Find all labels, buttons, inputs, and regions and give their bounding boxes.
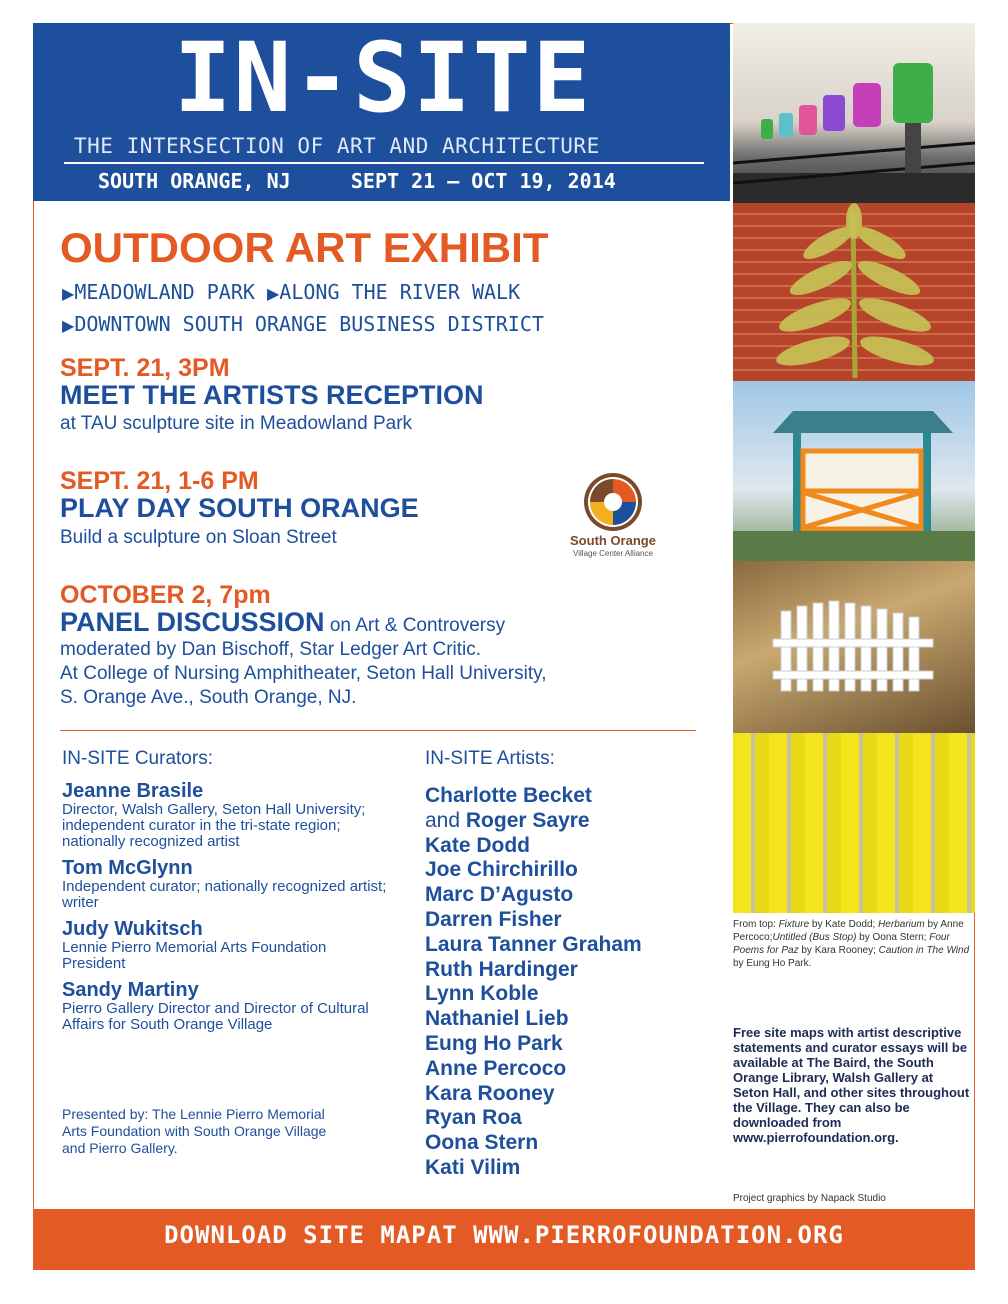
artist-item: Laura Tanner Graham <box>425 932 642 956</box>
south-orange-logo <box>548 471 678 563</box>
location-dates <box>98 169 616 193</box>
event-3-title-main: PANEL DISCUSSION <box>60 607 325 637</box>
curator-desc: Director, Walsh Gallery, Seton Hall University; independent curator in the tri-state region; nationally recognized artist <box>62 801 366 850</box>
event-2-date: SEPT. 21, 1-6 PM <box>60 467 259 495</box>
logo-tagline: Village Center Alliance <box>573 549 653 558</box>
header-divider <box>64 162 704 164</box>
event-3-title <box>60 607 505 638</box>
artists-heading: IN-SITE Artists: <box>425 748 555 769</box>
event-1-date: SEPT. 21, 3PM <box>60 354 230 382</box>
locations-line-2 <box>62 312 544 336</box>
photo-caption <box>733 918 973 970</box>
location-item: MEADOWLAND PARK <box>74 280 255 304</box>
artist-item: Nathaniel Lieb <box>425 1007 569 1031</box>
artist-item: Ruth Hardinger <box>425 957 578 981</box>
photo-caution-wind <box>733 733 975 913</box>
caption-text: by Kate Dodd; <box>809 919 879 930</box>
curator-name: Jeanne Brasile <box>62 780 204 802</box>
triangle-bullet-icon: ▶ <box>266 284 280 303</box>
curator-name: Tom McGlynn <box>62 857 193 879</box>
artist-item: Eung Ho Park <box>425 1031 563 1055</box>
caption-work: Fixture <box>778 919 810 930</box>
curator-name: Judy Wukitsch <box>62 918 203 940</box>
curators-list <box>62 781 392 1041</box>
event-3-desc-line: At College of Nursing Amphitheater, Seton Hall University, <box>60 663 547 684</box>
logo-name: South Orange <box>570 533 656 548</box>
fence-illustration <box>733 561 975 733</box>
event-1-desc: at TAU sculpture site in Meadowland Park <box>60 413 413 434</box>
curator-item <box>62 858 392 911</box>
event-1-title: MEET THE ARTISTS RECEPTION <box>60 380 484 410</box>
photo-herbarium <box>733 203 975 381</box>
event-3-desc <box>60 638 547 710</box>
artist-item: Lynn Koble <box>425 982 539 1006</box>
curator-item <box>62 980 392 1033</box>
event-2-title: PLAY DAY SOUTH ORANGE <box>60 493 419 523</box>
artist-item: Marc D’Agusto <box>425 883 574 907</box>
curator-item <box>62 919 392 972</box>
caption-work: Herbarium <box>878 919 925 930</box>
artist-item <box>425 809 725 834</box>
event-3-title-suffix: on Art & Controversy <box>324 615 506 636</box>
artist-item: Ryan Roa <box>425 1106 522 1130</box>
section-divider <box>60 730 696 731</box>
caption-text: From top: <box>733 919 779 930</box>
artist-item: Darren Fisher <box>425 907 562 931</box>
dates-text: SEPT 21 – OCT 19, 2014 <box>350 169 616 193</box>
poster-subtitle: THE INTERSECTION OF ART AND ARCHITECTURE <box>74 134 600 158</box>
leaf-illustration <box>733 203 975 381</box>
lamppost-illustration <box>733 23 975 203</box>
artist-item: Joe Chirchirillo <box>425 858 578 882</box>
artist-item: Oona Stern <box>425 1131 539 1155</box>
event-3-date: OCTOBER 2, 7pm <box>60 581 271 609</box>
artists-list <box>425 784 725 1181</box>
triangle-bullet-icon: ▶ <box>62 316 75 335</box>
caption-work: Untitled (Bus Stop) <box>772 932 857 943</box>
curator-item <box>62 781 392 850</box>
artist-name: Roger Sayre <box>465 808 590 832</box>
presented-by: Presented by: The Lennie Pierro Memorial Arts Foundation with South Orange Village and Pierro Gallery. <box>62 1106 327 1156</box>
triangle-bullet-icon: ▶ <box>62 284 75 303</box>
curator-desc: Independent curator; nationally recognized artist; writer <box>62 878 387 911</box>
photo-column <box>733 23 975 913</box>
artist-item: Anne Percoco <box>425 1056 567 1080</box>
photo-fixture <box>733 23 975 203</box>
location-item: DOWNTOWN SOUTH ORANGE BUSINESS DISTRICT <box>74 312 544 336</box>
and-word: and <box>425 808 466 832</box>
curator-name: Sandy Martiny <box>62 979 199 1001</box>
photo-fence <box>733 561 975 733</box>
artist-item: Kara Rooney <box>425 1081 555 1105</box>
caption-text: by Oona Stern; <box>856 932 930 943</box>
site-maps-note: Free site maps with artist descriptive statements and curator essays will be available at The Baird, the South Orange Library, Walsh Gallery at Seton Hall, and other sites throughout the Village. They can also be downloaded from www.pierrofoundation.org. <box>733 1025 970 1145</box>
caption-work: Caution in The Wind <box>878 945 970 956</box>
curators-heading: IN-SITE Curators: <box>62 748 213 769</box>
exhibit-title: OUTDOOR ART EXHIBIT <box>60 224 549 271</box>
artist-item: Charlotte Becket <box>425 784 592 807</box>
artist-item: Kati Vilim <box>425 1155 521 1179</box>
photo-bus-stop <box>733 381 975 561</box>
location-item: ALONG THE RIVER WALK <box>279 280 521 304</box>
graphics-credit: Project graphics by Napack Studio <box>733 1193 886 1204</box>
bus-stop-illustration <box>733 381 975 561</box>
locations-line-1 <box>62 280 520 304</box>
caption-text: by Eung Ho Park. <box>733 958 812 969</box>
poster-title: IN-SITE <box>173 22 593 134</box>
event-3-desc-line: moderated by Dan Bischoff, Star Ledger Art Critic. <box>60 639 482 660</box>
logo-mark-icon <box>548 471 678 533</box>
event-3-desc-line: S. Orange Ave., South Orange, NJ. <box>60 687 357 708</box>
caption-text: by Kara Rooney; <box>798 945 879 956</box>
curator-desc: Pierro Gallery Director and Director of Cultural Affairs for South Orange Village <box>62 1000 369 1033</box>
event-2-desc: Build a sculpture on Sloan Street <box>60 527 337 548</box>
caption-text: by Anne Percoco; <box>733 919 964 943</box>
location-text: SOUTH ORANGE, NJ <box>98 169 291 193</box>
curator-desc: Lennie Pierro Memorial Arts Foundation President <box>62 939 327 972</box>
footer-download-text: DOWNLOAD SITE MAPAT WWW.PIERROFOUNDATION.ORG <box>164 1221 844 1249</box>
artist-item: Kate Dodd <box>425 833 530 857</box>
caption-work: Four Poems for Paz <box>733 932 950 956</box>
